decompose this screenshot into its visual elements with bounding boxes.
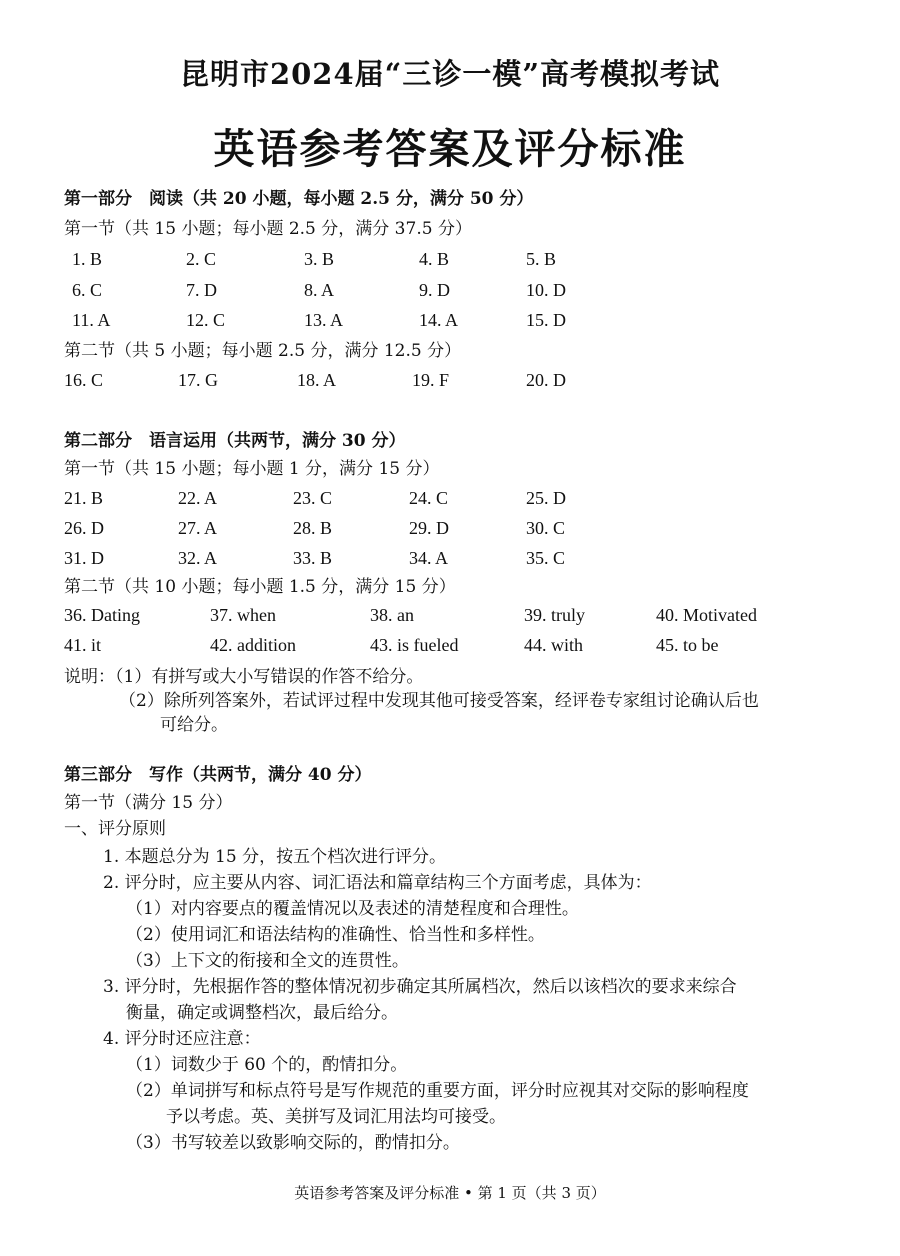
- answer-item: 32. A: [178, 548, 218, 568]
- answer-item: 29. D: [409, 518, 449, 538]
- answer-item: 27. A: [178, 518, 218, 538]
- answer-item: 10. D: [526, 280, 566, 300]
- answer-item: 28. B: [293, 518, 333, 538]
- page-footer: 英语参考答案及评分标准 • 第 1 页（共 3 页）: [294, 1184, 606, 1202]
- answer-row: [64, 604, 844, 626]
- principle-1: 1. 本题总分为 15 分，按五个档次进行评分。: [103, 847, 447, 867]
- answer-item: 8. A: [304, 280, 335, 300]
- answer-row: [64, 248, 844, 270]
- answer-item: 20. D: [526, 370, 566, 390]
- part2-heading: 第二部分 语言运用（共两节，满分 30 分）: [64, 431, 406, 451]
- principle-4-item2-line2: 予以考虑。英、美拼写及词汇用法均可接受。: [166, 1107, 506, 1127]
- answer-item: 35. C: [526, 548, 566, 568]
- answer-item: 43. is fueled: [370, 635, 459, 655]
- exam-title: 昆明市2024届“三诊一模”高考模拟考试: [179, 57, 721, 91]
- principle-3-line2: 衡量，确定或调整档次，最后给分。: [126, 1003, 398, 1023]
- answer-item: 22. A: [178, 488, 218, 508]
- answer-row: [64, 634, 844, 656]
- part2-section2: 第二节（共 10 小题；每小题 1.5 分，满分 15 分）: [64, 577, 456, 597]
- principle-2-item2: （2）使用词汇和语法结构的准确性、恰当性和多样性。: [126, 925, 545, 945]
- part3-section1: 第一节（满分 15 分）: [64, 793, 233, 813]
- principle-4: 4. 评分时还应注意：: [103, 1029, 261, 1049]
- answer-item: 9. D: [419, 280, 450, 300]
- scoring-principles: 一、评分原则: [64, 819, 166, 839]
- answer-row: [64, 487, 844, 509]
- principle-3-line1: 3. 评分时，先根据作答的整体情况初步确定其所属档次，然后以该档次的要求来综合: [103, 977, 737, 997]
- answer-item: 38. an: [370, 605, 414, 625]
- answer-item: 7. D: [186, 280, 217, 300]
- part1-section1: 第一节（共 15 小题；每小题 2.5 分，满分 37.5 分）: [64, 219, 472, 239]
- principle-2-item1: （1）对内容要点的覆盖情况以及表述的清楚程度和合理性。: [126, 899, 579, 919]
- answer-item: 5. B: [526, 249, 557, 269]
- answer-row: [64, 309, 844, 331]
- principle-4-item3: （3）书写较差以致影响交际的，酌情扣分。: [126, 1133, 460, 1153]
- answer-row: [64, 547, 844, 569]
- answer-item: 11. A: [72, 310, 111, 330]
- answer-item: 34. A: [409, 548, 449, 568]
- part1-heading: 第一部分 阅读（共 20 小题，每小题 2.5 分，满分 50 分）: [64, 189, 534, 209]
- answer-item: 33. B: [293, 548, 333, 568]
- note-2-line1: （2）除所列答案外，若试评过程中发现其他可接受答案，经评卷专家组讨论确认后也: [119, 691, 759, 711]
- answer-item: 31. D: [64, 548, 104, 568]
- answer-item: 41. it: [64, 635, 102, 655]
- answer-item: 17. G: [178, 370, 218, 390]
- answer-item: 3. B: [304, 249, 335, 269]
- answer-item: 40. Motivated: [656, 605, 757, 625]
- answer-item: 14. A: [419, 310, 459, 330]
- answer-item: 13. A: [304, 310, 344, 330]
- answer-item: 15. D: [526, 310, 566, 330]
- answer-item: 26. D: [64, 518, 104, 538]
- principle-4-item1: （1）词数少于 60 个的，酌情扣分。: [126, 1055, 408, 1075]
- answer-item: 30. C: [526, 518, 566, 538]
- answer-item: 2. C: [186, 249, 217, 269]
- answer-row: [64, 369, 844, 391]
- answer-item: 4. B: [419, 249, 450, 269]
- note-1: 说明：（1）有拼写或大小写错误的作答不给分。: [64, 667, 424, 687]
- answer-item: 16. C: [64, 370, 104, 390]
- answer-item: 24. C: [409, 488, 449, 508]
- answer-item: 21. B: [64, 488, 104, 508]
- part1-section2: 第二节（共 5 小题；每小题 2.5 分，满分 12.5 分）: [64, 341, 462, 361]
- part2-section1: 第一节（共 15 小题；每小题 1 分，满分 15 分）: [64, 459, 440, 479]
- answer-item: 42. addition: [210, 635, 296, 655]
- answer-item: 1. B: [72, 249, 103, 269]
- answer-item: 37. when: [210, 605, 276, 625]
- answer-item: 36. Dating: [64, 605, 140, 625]
- answer-item: 39. truly: [524, 605, 585, 625]
- answer-item: 19. F: [412, 370, 450, 390]
- answer-item: 45. to be: [656, 635, 719, 655]
- principle-4-item2-line1: （2）单词拼写和标点符号是写作规范的重要方面，评分时应视其对交际的影响程度: [126, 1081, 749, 1101]
- note-2-line2: 可给分。: [160, 715, 228, 735]
- answer-row: [64, 279, 844, 301]
- document-subtitle: 英语参考答案及评分标准: [213, 125, 687, 173]
- answer-item: 44. with: [524, 635, 584, 655]
- answer-item: 18. A: [297, 370, 337, 390]
- answer-item: 25. D: [526, 488, 566, 508]
- answer-item: 12. C: [186, 310, 226, 330]
- part3-heading: 第三部分 写作（共两节，满分 40 分）: [64, 765, 372, 785]
- principle-2-item3: （3）上下文的衔接和全文的连贯性。: [126, 951, 409, 971]
- answer-row: [64, 517, 844, 539]
- answer-item: 23. C: [293, 488, 333, 508]
- answer-item: 6. C: [72, 280, 103, 300]
- principle-2: 2. 评分时，应主要从内容、词汇语法和篇章结构三个方面考虑，具体为：: [103, 873, 652, 893]
